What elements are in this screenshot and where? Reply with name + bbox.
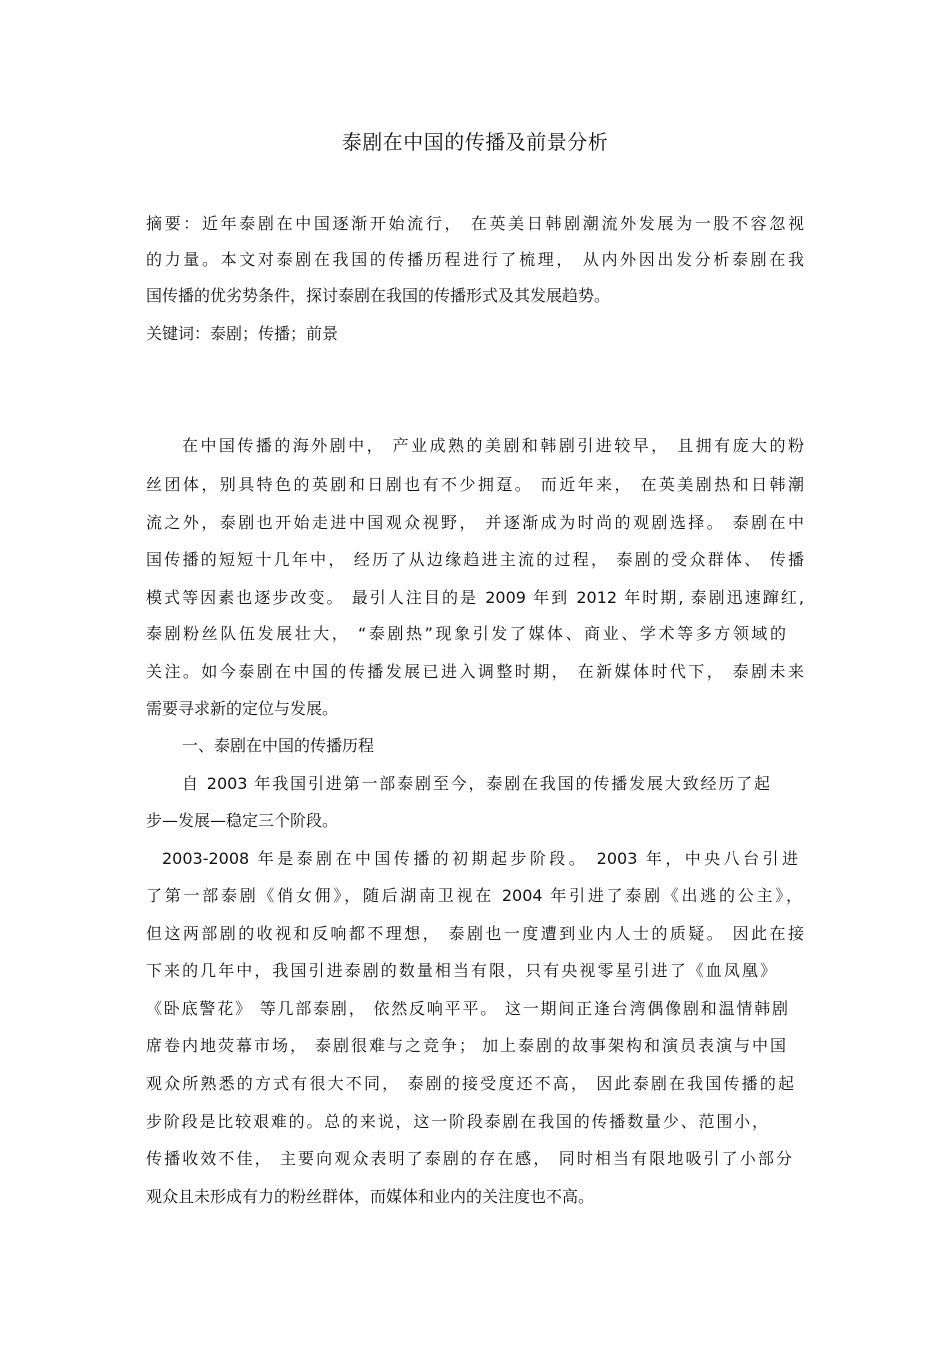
body-line: 下来的几年中，我国引进泰剧的数量相当有限，只有央视零星引进了《血凤凰》 — [146, 961, 776, 980]
body-line: 观众所熟悉的方式有很大不同， 泰剧的接受度还不高， 因此泰剧在我国传播的起 — [146, 1074, 794, 1093]
body-line: 传播收效不佳， 主要向观众表明了泰剧的存在感， 同时相当有限地吸引了小部分 — [146, 1149, 792, 1168]
document-title: 泰剧在中国的传播及前景分析 — [341, 130, 609, 154]
body-line: 在中国传播的海外剧中， 产业成熟的美剧和韩剧引进较早， 且拥有庞大的粉 — [182, 436, 804, 455]
abstract-line: 国传播的优劣势条件，探讨泰剧在我国的传播形式及其发展趋势。 — [146, 286, 611, 305]
section-heading: 一、泰剧在中国的传播历程 — [182, 736, 375, 755]
body-line: 步—发展—稳定三个阶段。 — [146, 811, 339, 830]
body-line: 自 2003 年我国引进第一部泰剧至今，泰剧在我国的传播发展大致经历了起 — [182, 774, 770, 793]
body-line: 模式等因素也逐步改变。 最引人注目的是 2009 年到 2012 年时期, 泰剧迅速蹿红, — [146, 588, 804, 607]
body-line: 2003-2008 年是泰剧在中国传播的初期起步阶段。 2003 年，中央八台引进 — [162, 849, 798, 868]
body-line: 但这两部剧的收视和反响都不理想， 泰剧也一度遭到业内人士的质疑。 因此在接 — [146, 924, 804, 943]
abstract-line: 的力量。本文对泰剧在我国的传播历程进行了梳理， 从内外因出发分析泰剧在我 — [146, 250, 804, 269]
body-line: 了第一部泰剧《俏女佣》，随后湖南卫视在 2004 年引进了泰剧《出逃的公主》， — [146, 886, 802, 905]
keywords-line: 关键词：泰剧；传播；前景 — [146, 324, 339, 343]
body-line: 席卷内地荧幕市场， 泰剧很难与之竞争； 加上泰剧的故事架构和演员表演与中国 — [146, 1036, 786, 1055]
body-line: 关注。如今泰剧在中国的传播发展已进入调整时期， 在新媒体时代下， 泰剧未来 — [146, 662, 804, 681]
body-line: 《卧底警花》 等几部泰剧， 依然反响平平。 这一期间正逢台湾偶像剧和温情韩剧 — [146, 999, 788, 1018]
body-line: 步阶段是比较艰难的。总的来说，这一阶段泰剧在我国的传播数量少、范围小， — [146, 1112, 768, 1131]
abstract-line: 摘要：近年泰剧在中国逐渐开始流行， 在英美日韩剧潮流外发展为一股不容忽视 — [146, 214, 804, 233]
body-line: 需要寻求新的定位与发展。 — [146, 699, 339, 718]
body-line: 丝团体，别具特色的英剧和日剧也有不少拥趸。 而近年来， 在英美剧热和日韩潮 — [146, 475, 804, 494]
body-line: 国传播的短短十几年中， 经历了从边缘趋进主流的过程， 泰剧的受众群体、 传播 — [146, 550, 804, 569]
body-line: 泰剧粉丝队伍发展壮大， “泰剧热”现象引发了媒体、商业、学术等多方领域的 — [146, 624, 786, 643]
body-line: 观众且未形成有力的粉丝群体，而媒体和业内的关注度也不高。 — [146, 1187, 595, 1206]
body-line: 流之外，泰剧也开始走进中国观众视野， 并逐渐成为时尚的观剧选择。 泰剧在中 — [146, 513, 804, 532]
